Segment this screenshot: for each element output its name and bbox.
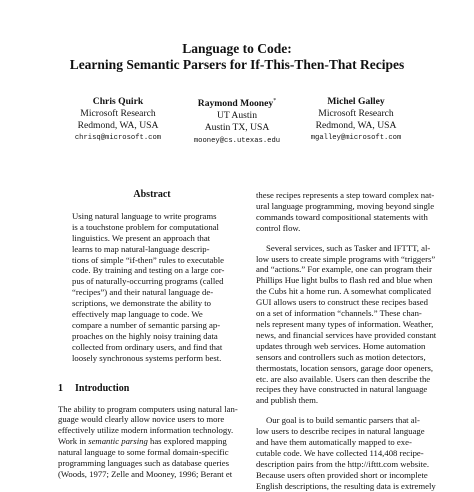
author-3	[281, 96, 431, 145]
abstract-line: linguistics. We present an approach that	[72, 232, 211, 243]
body-line: sensors and controllers such as motion detectors,	[256, 351, 426, 362]
abstract-line: pus of naturally-occurring programs (called	[72, 276, 224, 287]
author-location: Austin TX, USA	[204, 121, 270, 133]
body-line: thermostats, location sensors, garage door openers,	[256, 362, 434, 373]
body-line: guage would clearly allow novice users to more	[58, 414, 225, 425]
section-heading-introduction	[58, 384, 246, 395]
abstract-line: “recipes”) and their natural language de-	[72, 287, 214, 298]
author-email: chrisq@microsoft.com	[74, 134, 162, 143]
body-line: Because users often provided short or incomplete	[256, 469, 428, 480]
abstract-line: proaches on the highly noisy training data	[72, 330, 218, 341]
abstract-line: loosely synchronous systems perform best.	[72, 352, 222, 363]
body-line: and have them automatically mapped to exe-	[256, 437, 412, 448]
author-email: mgalley@microsoft.com	[310, 134, 402, 143]
body-line: on a set of information “channels.” These chan-	[256, 308, 422, 319]
right-column	[256, 190, 446, 492]
introduction-body	[58, 404, 246, 480]
body-line: (Woods, 1977; Zelle and Mooney, 1996; Berant et	[58, 468, 233, 479]
paragraph	[256, 190, 446, 234]
body-line: low users to create simple programs with “triggers”	[256, 253, 436, 264]
abstract-line: code. By training and testing on a large cor-	[72, 265, 225, 276]
body-line: low users to describe recipes in natural language	[256, 426, 425, 437]
body-line: Several services, such as Tasker and IFTTT, al-	[266, 242, 431, 253]
body-line: etc. are also available. Users can then describe the	[256, 373, 431, 384]
abstract-line: tions of simple “if-then” rules to executable	[72, 254, 224, 265]
emphasis-term: semantic parsing	[88, 436, 148, 447]
body-line: English descriptions, the resulting data is extremely	[256, 480, 436, 491]
paragraph	[256, 243, 446, 407]
body-line: and “actions.” For example, one can program their	[256, 264, 432, 275]
body-line: programming languages such as database queries	[58, 458, 230, 469]
section-number: 1	[58, 382, 63, 394]
section-title: Introduction	[75, 382, 130, 394]
abstract-line: effectively map language to code. We	[72, 309, 203, 320]
title-line-2: Learning Semantic Parsers for If-This-Then-That Recipes	[69, 57, 405, 72]
body-line: nels represent many types of information. Weather,	[256, 318, 434, 329]
body-line: these recipes represents a step toward complex nat-	[256, 190, 435, 200]
body-line: recipes they have constructed in natural language	[256, 384, 428, 395]
body-line: Work in semantic parsing has explored mapping	[58, 436, 227, 447]
abstract-line: collected from ordinary users, and find that	[72, 341, 223, 352]
abstract-body	[72, 211, 232, 364]
abstract-heading: Abstract	[133, 189, 171, 200]
body-line: control flow.	[256, 222, 301, 233]
body-line: Our goal is to build semantic parsers that al-	[266, 415, 420, 426]
body-line: Phillips Hue light bulbs to flash red and blue when	[256, 275, 433, 286]
body-line: news, and financial services have provided constant	[256, 329, 437, 340]
abstract-line: scriptions, we demonstrate the ability to	[72, 298, 211, 309]
author-email: mooney@cs.utexas.edu	[193, 136, 281, 145]
body-line: the Cubs hit a home run. A somewhat complicated	[256, 286, 431, 297]
abstract-line: Using natural language to write programs	[72, 210, 217, 221]
body-line: commands toward compositional statements with	[256, 211, 428, 222]
body-line: The ability to program computers using natural lan-	[58, 403, 238, 414]
abstract-line: compare a number of semantic parsing ap-	[72, 319, 221, 330]
left-column	[58, 190, 246, 480]
body-line: description pairs from the http://ifttt.com website.	[256, 458, 429, 469]
author-affiliation: UT Austin	[216, 109, 258, 121]
body-line: effectively utilize modern information technology.	[58, 425, 234, 436]
body-line: ural language programming, moving beyond single	[256, 200, 435, 211]
body-line: GUI allows users to construct these recipes based	[256, 297, 429, 308]
author-name: Michel Galley	[327, 96, 385, 107]
body-line: and publish them.	[256, 395, 319, 406]
body-line: natural language to some formal domain-specific	[58, 447, 229, 458]
author-affiliation: Microsoft Research	[318, 107, 394, 119]
abstract-line: is a touchstone problem for computational	[72, 221, 219, 232]
author-location: Redmond, WA, USA	[315, 119, 397, 131]
body-line: cutable code. We have collected 114,408 recipe-	[256, 447, 424, 458]
author-location: Redmond, WA, USA	[77, 119, 159, 131]
abstract-line: learns to map natural-language descrip-	[72, 243, 210, 254]
body-line: updates through web services. Home automation	[256, 340, 426, 351]
author-name: Raymond Mooney*	[197, 98, 277, 110]
author-affiliation: Microsoft Research	[80, 107, 156, 119]
paragraph	[256, 415, 446, 491]
author-name: Chris Quirk	[92, 96, 144, 107]
title-line-1: Language to Code:	[182, 41, 292, 56]
paper-title	[0, 41, 474, 73]
